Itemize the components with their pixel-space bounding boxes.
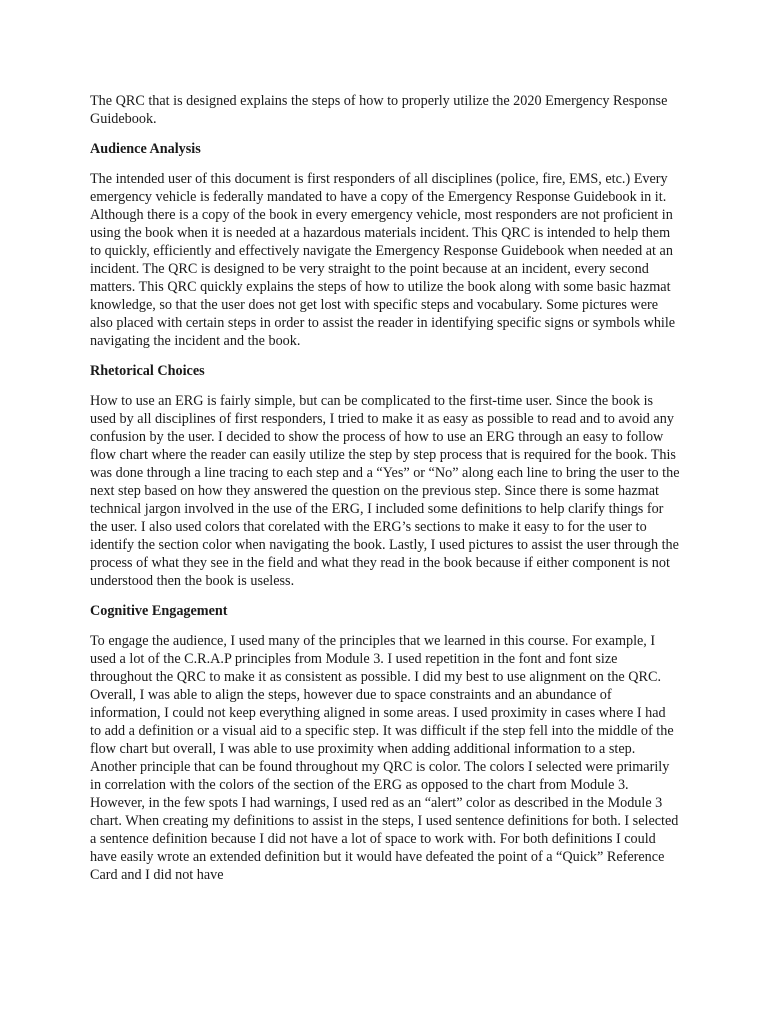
rhetorical-choices-paragraph: How to use an ERG is fairly simple, but can be complicated to the first-time user. Since the book is used by all disciplines of first responders, I tried to make it as easy as possible to read and to avoid any confusion by the user. I decided to show the process of how to use an ERG through an easy to follow flow chart where the reader can easily utilize the step by step process that is required for the book. This was done through a line tracing to each step and a “Yes” or “No” along each line to bring the user to the next step based on how they answered the question on the previous step. Since there is some hazmat technical jargon involved in the use of the ERG, I included some definitions to help clarify things for the user. I also used colors that corelated with the ERG’s sections to make it easy to for the user to identify the section color when navigating the book. Lastly, I used pictures to assist the user through the process of what they see in the field and what they read in the book because if either component is not understood then the book is useless. bbox=[90, 393, 680, 589]
document-page bbox=[90, 92, 680, 896]
intro-paragraph: The QRC that is designed explains the steps of how to properly utilize the 2020 Emergency Response Guidebook. bbox=[90, 93, 668, 127]
audience-analysis-paragraph: The intended user of this document is first responders of all disciplines (police, fire, EMS, etc.) Every emergency vehicle is federally mandated to have a copy of the Emergency Response Guidebook in it. Although there is a copy of the book in every emergency vehicle, most responders are not proficient in using the book when it is needed at a hazardous materials incident. This QRC is intended to help them to quickly, efficiently and effectively navigate the Emergency Response Guidebook when needed at an incident. The QRC is designed to be very straight to the point because at an incident, every second matters. This QRC quickly explains the steps of how to utilize the book along with some basic hazmat knowledge, so that the user does not get lost with specific steps and vocabulary. Some pictures were also placed with certain steps in order to assist the reader in identifying specific signs or symbols while navigating the incident and the book. bbox=[90, 171, 676, 349]
heading-cognitive-engagement: Cognitive Engagement bbox=[90, 603, 228, 619]
heading-audience-analysis: Audience Analysis bbox=[90, 141, 201, 157]
heading-rhetorical-choices: Rhetorical Choices bbox=[90, 363, 205, 379]
cognitive-engagement-paragraph: To engage the audience, I used many of the principles that we learned in this course. For example, I used a lot of the C.R.A.P principles from Module 3. I used repetition in the font and font size throughout the QRC to make it as consistent as possible. I did my best to use alignment on the QRC. Overall, I was able to align the steps, however due to space constraints and an abundance of information, I could not keep everything aligned in some areas. I used proximity in cases where I had to add a definition or a visual aid to a specific step. It was difficult if the step fell into the middle of the flow chart but overall, I was able to use proximity when adding additional information to a step. Another principle that can be found throughout my QRC is color. The colors I selected were primarily in correlation with the colors of the section of the ERG as opposed to the chart from Module 3. However, in the few spots I had warnings, I used red as an “alert” color as described in the Module 3 chart. When creating my definitions to assist in the steps, I used sentence definitions for both. I selected a sentence definition because I did not have a lot of space to work with. For both definitions I could have easily wrote an extended definition but it would have defeated the point of a “Quick” Reference Card and I did not have bbox=[90, 633, 679, 883]
